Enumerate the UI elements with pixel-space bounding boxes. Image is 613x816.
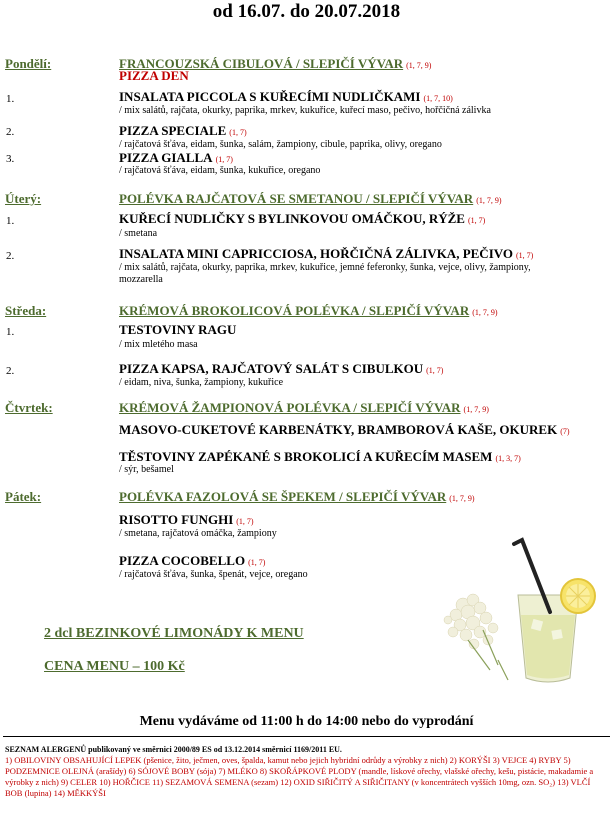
day-label-wednesday: Středa: bbox=[5, 303, 47, 318]
dish-description: / sýr, bešamel bbox=[119, 464, 174, 475]
dish-name: PIZZA COCOBELLO (1, 7) bbox=[119, 553, 266, 568]
soup-monday: FRANCOUZSKÁ CIBULOVÁ / SLEPIČÍ VÝVAR (1, 7, 9) bbox=[119, 56, 432, 71]
dish-description: / rajčatová šťáva, eidam, šunka, kukuřice, oregano bbox=[119, 165, 321, 176]
dish-allergens: (1, 7) bbox=[467, 216, 486, 225]
dish-allergens: (7) bbox=[560, 427, 570, 436]
dish-description: / smetana, rajčatová omáčka, žampiony bbox=[119, 528, 277, 539]
divider bbox=[3, 736, 610, 737]
dish-description: / eidam, niva, šunka, žampiony, kukuřice bbox=[119, 377, 284, 388]
dish-allergens: (1, 7) bbox=[215, 155, 233, 164]
soup-allergens: (1, 7, 9) bbox=[463, 405, 489, 414]
dish-name: KUŘECÍ NUDLIČKY S BYLINKOVOU OMÁČKOU, RÝŽE (1, 7) bbox=[119, 211, 486, 226]
item-number: 1. bbox=[6, 93, 15, 105]
soup-thursday: KRÉMOVÁ ŽAMPIONOVÁ POLÉVKA / SLEPIČÍ VÝVAR (1, 7, 9) bbox=[119, 400, 489, 415]
dish-description: / mix salátů, rajčata, okurky, paprika, mrkev, kukuřice, jemné feferonky, šunka, vejce, olivy, žampiony, mozzarella bbox=[119, 262, 531, 285]
dish-description: / rajčatová šťáva, eidam, šunka, salám, žampiony, cibule, paprika, olivy, oregano bbox=[119, 139, 442, 150]
dish-name: INSALATA MINI CAPRICCIOSA, HOŘČIČNÁ ZÁLIVKA, PEČIVO (1, 7) bbox=[119, 246, 534, 261]
dish-allergens: (1, 3, 7) bbox=[495, 454, 521, 463]
item-number: 3. bbox=[6, 153, 15, 165]
dish-description: / mix salátů, rajčata, okurky, paprika, mrkev, kukuřice, kuřecí maso, pečivo, hořčičná zálivka bbox=[119, 105, 491, 116]
allergen-list-title: SEZNAM ALERGENŮ publikovaný ve směrnici 2000/89 ES od 13.12.2014 směrnicí 1169/2011 EU. bbox=[5, 745, 342, 754]
item-number: 2. bbox=[6, 250, 15, 262]
day-label-tuesday: Úterý: bbox=[5, 191, 42, 206]
dish-description: / mix mletého masa bbox=[119, 339, 198, 350]
dish-allergens: (1, 7) bbox=[426, 366, 444, 375]
menu-price: CENA MENU – 100 Kč bbox=[44, 659, 185, 674]
item-number: 2. bbox=[6, 365, 15, 377]
dish-allergens: (1, 7, 10) bbox=[423, 94, 453, 103]
item-number: 1. bbox=[6, 215, 15, 227]
day-label-friday: Pátek: bbox=[5, 489, 42, 504]
dish-allergens: (1, 7) bbox=[248, 558, 266, 567]
soup-tuesday: POLÉVKA RAJČATOVÁ SE SMETANOU / SLEPIČÍ VÝVAR (1, 7, 9) bbox=[119, 191, 502, 206]
dish-name: RISOTTO FUNGHI (1, 7) bbox=[119, 512, 254, 527]
dish-name: MASOVO-CUKETOVÉ KARBENÁTKY, BRAMBOROVÁ KAŠE, OKUREK (7) bbox=[119, 422, 570, 437]
item-number: 2. bbox=[6, 126, 15, 138]
soup-allergens: (1, 7, 9) bbox=[449, 494, 475, 503]
dish-name: TĚSTOVINY ZAPÉKANÉ S BROKOLICÍ A KUŘECÍM MASEM (1, 3, 7) bbox=[119, 449, 521, 464]
dish-description: / rajčatová šťáva, šunka, špenát, vejce, oregano bbox=[119, 569, 308, 580]
dish-name: PIZZA SPECIALE (1, 7) bbox=[119, 123, 247, 138]
dish-allergens: (1, 7) bbox=[236, 517, 254, 526]
dish-description: / smetana bbox=[119, 228, 158, 239]
day-label-monday: Pondělí: bbox=[5, 56, 52, 71]
elderflower-lemonade-glass-icon bbox=[438, 520, 608, 692]
dish-name: INSALATA PICCOLA S KUŘECÍMI NUDLIČKAMI (1, 7, 10) bbox=[119, 89, 453, 104]
soup-friday: POLÉVKA FAZOLOVÁ SE ŠPEKEM / SLEPIČÍ VÝVAR (1, 7, 9) bbox=[119, 489, 475, 504]
lemonade-promo: 2 dcl BEZINKOVÉ LIMONÁDY K MENU bbox=[44, 626, 304, 641]
item-number: 1. bbox=[6, 326, 15, 338]
day-label-thursday: Čtvrtek: bbox=[5, 400, 53, 415]
serving-hours: Menu vydáváme od 11:00 h do 14:00 nebo do vyprodání bbox=[139, 714, 474, 729]
pizza-day-label: PIZZA DEN bbox=[119, 68, 189, 83]
dish-allergens: (1, 7) bbox=[229, 128, 247, 137]
soup-allergens: (1, 7, 9) bbox=[472, 308, 498, 317]
soup-allergens: (1, 7, 9) bbox=[406, 61, 432, 70]
page-title: od 16.07. do 20.07.2018 bbox=[212, 1, 401, 22]
dish-allergens: (1, 7) bbox=[516, 251, 534, 260]
dish-name: TESTOVINY RAGU bbox=[119, 322, 237, 337]
soup-allergens: (1, 7, 9) bbox=[476, 196, 502, 205]
dish-name: PIZZA GIALLA (1, 7) bbox=[119, 150, 233, 165]
soup-wednesday: KRÉMOVÁ BROKOLICOVÁ POLÉVKA / SLEPIČÍ VÝVAR (1, 7, 9) bbox=[119, 303, 498, 318]
dish-name: PIZZA KAPSA, RAJČATOVÝ SALÁT S CIBULKOU (1, 7) bbox=[119, 361, 444, 376]
allergen-list: 1) OBILOVINY OBSAHUJÍCÍ LEPEK (pšenice, žito, ječmen, oves, špalda, kamut nebo jejich hybridní odrůdy a výrobky z nich) 2) KORÝŠI 3) VEJCE 4) RYBY 5) PODZEMNICE OLEJNÁ (arašídy) 6) SÓJOVÉ BOBY (sója) 7) MLÉKO 8) SKOŘÁPKOVÉ PLODY (mandle, lískové ořechy, vlašské ořechy, kešu, pistácie, makadamie a výrobky z nich) 9) CELER 10) HOŘČICE 11) SEZAMOVÁ SEMENA (sezam) 12) OXID SIŘIČITÝ A SIŘIČITANY (v koncentrátech vyšších 10mg, ozn. SO₂) 13) VLČÍ BOB (lupina) 14) MĚKKÝŠI bbox=[5, 755, 594, 798]
